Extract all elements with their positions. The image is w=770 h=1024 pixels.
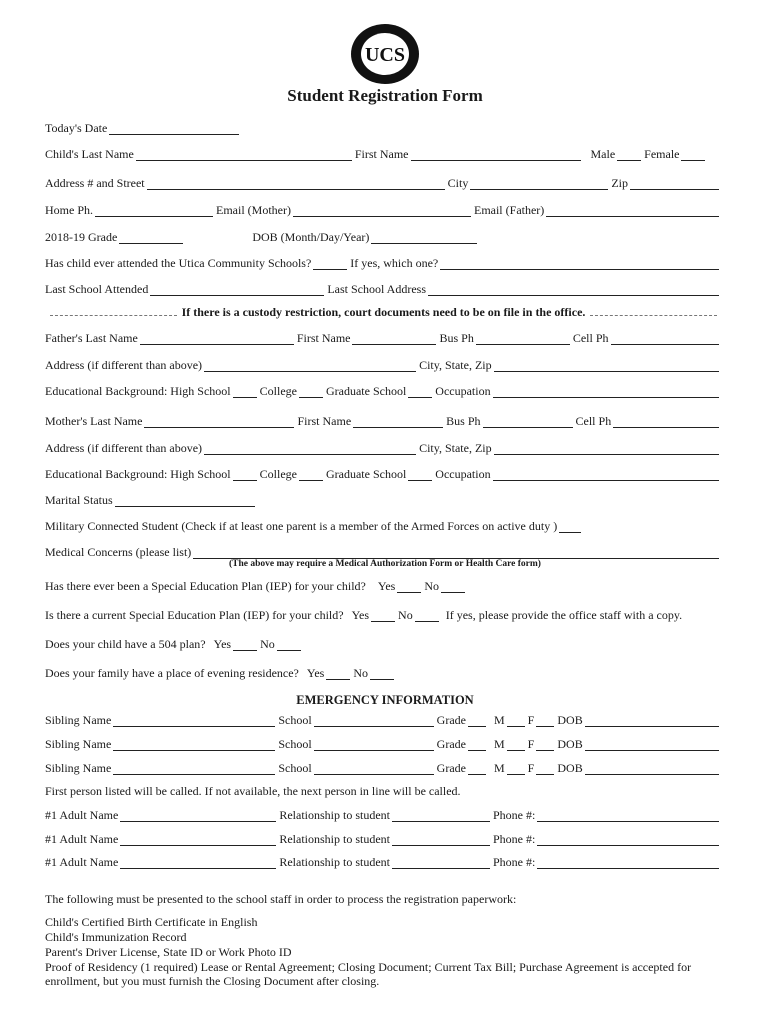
phone-label: Phone #: [493, 832, 536, 846]
father-address-row [45, 357, 722, 373]
requirement-item: Proof of Residency (1 required) Lease or Rental Agreement; Closing Document; Current Tax Bill; Purchase Agreement is accepted for enrollment, but you must furnish the Closing Document after closing. [45, 960, 692, 988]
relationship-label: Relationship to student [279, 855, 390, 869]
sibling-m-label: M [494, 737, 505, 751]
address-row [45, 175, 722, 191]
father-last-name-field[interactable] [140, 333, 294, 345]
address-label: Address # and Street [45, 176, 145, 190]
requirement-item: Child's Certified Birth Certificate in English [45, 915, 258, 929]
medical-field[interactable] [193, 547, 719, 559]
female-field[interactable] [681, 149, 705, 161]
relationship-label: Relationship to student [279, 808, 390, 822]
female-label: Female [644, 147, 680, 161]
mother-last-name-label: Mother's Last Name [45, 414, 143, 428]
mother-graduate-school-field[interactable] [408, 469, 432, 481]
father-high-school-field[interactable] [233, 386, 257, 398]
evening-residence-row [45, 665, 722, 681]
plan-504-yes-label: Yes [213, 637, 232, 651]
father-cell-phone-field[interactable] [611, 333, 719, 345]
sibling-dob-field[interactable] [585, 763, 719, 775]
medical-row [45, 544, 722, 560]
todays-date-label: Today's Date [45, 121, 108, 135]
sibling-school-label: School [278, 713, 312, 727]
home-phone-label: Home Ph. [45, 203, 93, 217]
sibling-name-label: Sibling Name [45, 761, 112, 775]
sibling-school-field[interactable] [314, 739, 434, 751]
zip-label: Zip [611, 176, 628, 190]
mother-cell-phone-field[interactable] [613, 416, 719, 428]
which-school-label: If yes, which one? [350, 256, 439, 270]
sibling-m-label: M [494, 713, 505, 727]
iep-ever-row [45, 578, 722, 594]
phone-field[interactable] [537, 810, 719, 822]
iep-current-instruction: If yes, please provide the office staff with a copy. [445, 608, 683, 622]
marital-status-row [45, 492, 722, 508]
ucs-logo [349, 22, 421, 86]
phone-label: Phone #: [493, 855, 536, 869]
sibling-f-label: F [527, 713, 535, 727]
sibling-name-field[interactable] [113, 763, 275, 775]
mother-address-label: Address (if different than above) [45, 441, 203, 455]
dob-label: DOB (Month/Day/Year) [252, 230, 370, 244]
grade-dob-row [45, 229, 722, 245]
sibling-f-label: F [527, 737, 535, 751]
sibling-m-field[interactable] [507, 715, 525, 727]
iep-current-question: Is there a current Special Education Plan (IEP) for your child? [45, 608, 344, 622]
custody-notice-row [45, 304, 722, 320]
sibling-school-label: School [278, 761, 312, 775]
relationship-label: Relationship to student [279, 832, 390, 846]
adult-contact-row [45, 807, 722, 823]
military-field[interactable] [559, 521, 581, 533]
mother-city-state-zip-label: City, State, Zip [419, 441, 492, 455]
male-label: Male [590, 147, 616, 161]
father-bus-phone-field[interactable] [476, 333, 570, 345]
male-field[interactable] [617, 149, 641, 161]
address-field[interactable] [147, 178, 445, 190]
sibling-grade-field[interactable] [468, 739, 486, 751]
grade-label: 2018-19 Grade [45, 230, 118, 244]
iep-current-yes-field[interactable] [371, 610, 395, 622]
email-mother-field[interactable] [293, 205, 471, 217]
sibling-name-label: Sibling Name [45, 737, 112, 751]
evening-no-label: No [353, 666, 369, 680]
medical-label: Medical Concerns (please list) [45, 545, 192, 559]
mother-address-row [45, 440, 722, 456]
marital-status-label: Marital Status [45, 493, 113, 507]
dob-field[interactable] [371, 232, 477, 244]
father-education-label: Educational Background: High School [45, 384, 231, 398]
father-bus-phone-label: Bus Ph [439, 331, 474, 345]
sibling-m-field[interactable] [507, 763, 525, 775]
adult-name-field[interactable] [120, 834, 276, 846]
custody-notice: If there is a custody restriction, court documents need to be on file in the office. [181, 305, 586, 319]
sibling-grade-label: Grade [436, 761, 466, 775]
military-label: Military Connected Student (Check if at least one parent is a member of the Armed Forces on active duty ) [45, 519, 558, 533]
iep-current-row [45, 607, 722, 623]
child-first-name-label: First Name [354, 147, 409, 161]
mother-bus-phone-label: Bus Ph [446, 414, 481, 428]
relationship-field[interactable] [392, 857, 490, 869]
adult-name-label: #1 Adult Name [45, 855, 119, 869]
mother-address-field[interactable] [204, 443, 416, 455]
child-last-name-field[interactable] [136, 149, 352, 161]
adult-name-field[interactable] [120, 857, 276, 869]
sibling-f-field[interactable] [536, 715, 554, 727]
relationship-field[interactable] [392, 810, 490, 822]
city-field[interactable] [470, 178, 608, 190]
relationship-field[interactable] [392, 834, 490, 846]
father-first-name-field[interactable] [352, 333, 436, 345]
plan-504-row [45, 636, 722, 652]
sibling-school-field[interactable] [314, 763, 434, 775]
last-school-address-label: Last School Address [327, 282, 426, 296]
mother-high-school-field[interactable] [233, 469, 257, 481]
evening-no-field[interactable] [370, 668, 394, 680]
mother-college-label: College [259, 467, 297, 481]
todays-date-row [45, 120, 722, 136]
form-title: Student Registration Form [287, 86, 483, 105]
iep-current-no-field[interactable] [415, 610, 439, 622]
evening-residence-question: Does your family have a place of evening residence? [45, 666, 299, 680]
attended-field[interactable] [313, 258, 347, 270]
father-address-field[interactable] [204, 360, 416, 372]
marital-status-field[interactable] [115, 495, 255, 507]
adult-name-label: #1 Adult Name [45, 832, 119, 846]
sibling-row [45, 736, 722, 752]
attended-question: Has child ever attended the Utica Community Schools? [45, 256, 312, 270]
father-address-label: Address (if different than above) [45, 358, 203, 372]
sibling-grade-label: Grade [436, 713, 466, 727]
sibling-school-field[interactable] [314, 715, 434, 727]
father-city-state-zip-label: City, State, Zip [419, 358, 492, 372]
mother-name-row [45, 413, 722, 429]
dashed-divider-left [50, 308, 177, 316]
father-graduate-school-field[interactable] [408, 386, 432, 398]
contact-row [45, 202, 722, 218]
adult-contact-row [45, 854, 722, 870]
last-school-field[interactable] [150, 284, 324, 296]
mother-cell-phone-label: Cell Ph [575, 414, 612, 428]
last-school-address-field[interactable] [428, 284, 719, 296]
phone-label: Phone #: [493, 808, 536, 822]
mother-education-row [45, 466, 722, 482]
child-last-name-label: Child's Last Name [45, 147, 134, 161]
father-last-name-label: Father's Last Name [45, 331, 138, 345]
medical-note: (The above may require a Medical Authorization Form or Health Care form) [229, 559, 541, 569]
father-graduate-school-label: Graduate School [325, 384, 407, 398]
father-name-row [45, 330, 722, 346]
iep-ever-no-field[interactable] [441, 581, 465, 593]
adult-name-label: #1 Adult Name [45, 808, 119, 822]
father-first-name-label: First Name [296, 331, 351, 345]
sibling-dob-label: DOB [557, 761, 583, 775]
last-school-label: Last School Attended [45, 282, 149, 296]
sibling-m-field[interactable] [507, 739, 525, 751]
requirement-item: Child's Immunization Record [45, 930, 187, 944]
father-occupation-label: Occupation [435, 384, 491, 398]
mother-occupation-field[interactable] [493, 469, 719, 481]
email-father-field[interactable] [546, 205, 719, 217]
father-city-state-zip-field[interactable] [494, 360, 719, 372]
child-first-name-field[interactable] [411, 149, 581, 161]
attended-row [45, 255, 722, 271]
mother-first-name-field[interactable] [353, 416, 443, 428]
plan-504-question: Does your child have a 504 plan? [45, 637, 206, 651]
father-education-row [45, 383, 722, 399]
plan-504-no-field[interactable] [277, 639, 301, 651]
adult-name-field[interactable] [120, 810, 276, 822]
mother-education-label: Educational Background: High School [45, 467, 231, 481]
phone-field[interactable] [537, 834, 719, 846]
sibling-grade-label: Grade [436, 737, 466, 751]
sibling-dob-field[interactable] [585, 739, 719, 751]
sibling-name-label: Sibling Name [45, 713, 112, 727]
sibling-dob-label: DOB [557, 713, 583, 727]
phone-field[interactable] [537, 857, 719, 869]
father-college-field[interactable] [299, 386, 323, 398]
last-school-row [45, 281, 722, 297]
father-cell-phone-label: Cell Ph [572, 331, 609, 345]
sibling-dob-field[interactable] [585, 715, 719, 727]
sibling-f-label: F [527, 761, 535, 775]
evening-yes-label: Yes [306, 666, 325, 680]
zip-field[interactable] [630, 178, 719, 190]
plan-504-no-label: No [260, 637, 275, 651]
mother-occupation-label: Occupation [435, 467, 491, 481]
logo-letters: UCS [364, 44, 406, 66]
sibling-grade-field[interactable] [468, 715, 486, 727]
sibling-name-field[interactable] [113, 739, 275, 751]
sibling-f-field[interactable] [536, 739, 554, 751]
home-phone-field[interactable] [95, 205, 213, 217]
sibling-m-label: M [494, 761, 505, 775]
sibling-name-field[interactable] [113, 715, 275, 727]
sibling-dob-label: DOB [557, 737, 583, 751]
email-father-label: Email (Father) [473, 203, 545, 217]
mother-city-state-zip-field[interactable] [494, 443, 719, 455]
email-mother-label: Email (Mother) [216, 203, 291, 217]
iep-current-yes-label: Yes [351, 608, 370, 622]
mother-college-field[interactable] [299, 469, 323, 481]
mother-graduate-school-label: Graduate School [325, 467, 407, 481]
sibling-school-label: School [278, 737, 312, 751]
city-label: City [447, 176, 469, 190]
plan-504-yes-field[interactable] [233, 639, 257, 651]
military-row [45, 518, 722, 534]
sibling-row [45, 760, 722, 776]
sibling-grade-field[interactable] [468, 763, 486, 775]
requirements-intro: The following must be presented to the school staff in order to process the registration paperwork: [45, 892, 517, 906]
first-person-note: First person listed will be called. If not available, the next person in line will be called. [45, 784, 461, 798]
adult-contact-row [45, 831, 722, 847]
mother-bus-phone-field[interactable] [483, 416, 573, 428]
evening-yes-field[interactable] [326, 668, 350, 680]
grade-field[interactable] [119, 232, 183, 244]
iep-ever-yes-field[interactable] [397, 581, 421, 593]
father-occupation-field[interactable] [493, 386, 719, 398]
todays-date-field[interactable] [109, 123, 239, 135]
sibling-row [45, 712, 722, 728]
mother-last-name-field[interactable] [144, 416, 294, 428]
father-college-label: College [259, 384, 297, 398]
iep-ever-question: Has there ever been a Special Education Plan (IEP) for your child? [45, 579, 366, 593]
dashed-divider-right [590, 308, 717, 316]
mother-first-name-label: First Name [297, 414, 352, 428]
iep-ever-yes-label: Yes [377, 579, 396, 593]
sibling-f-field[interactable] [536, 763, 554, 775]
which-school-field[interactable] [440, 258, 719, 270]
iep-ever-no-label: No [424, 579, 440, 593]
iep-current-no-label: No [398, 608, 413, 622]
child-name-row [45, 146, 722, 162]
emergency-heading: EMERGENCY INFORMATION [296, 693, 474, 707]
requirement-item: Parent's Driver License, State ID or Work Photo ID [45, 945, 292, 959]
